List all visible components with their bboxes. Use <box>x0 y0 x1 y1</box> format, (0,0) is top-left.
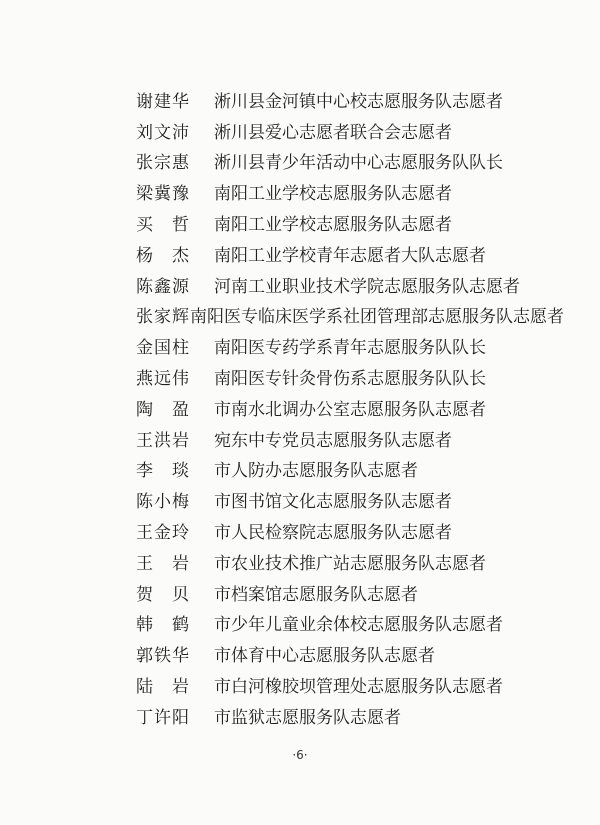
volunteer-name: 金国柱 <box>136 338 190 359</box>
volunteer-affiliation: 市人民检察院志愿服务队志愿者 <box>214 523 452 544</box>
volunteer-affiliation: 南阳工业学校青年志愿者大队志愿者 <box>214 245 486 266</box>
volunteer-affiliation: 淅川县爱心志愿者联合会志愿者 <box>214 122 452 143</box>
volunteer-affiliation: 市图书馆文化志愿服务队志愿者 <box>214 492 452 513</box>
list-item <box>136 608 556 639</box>
list-item <box>136 361 556 392</box>
list-item <box>136 577 556 608</box>
volunteer-name: 燕远伟 <box>136 369 190 390</box>
list-item <box>136 392 556 423</box>
volunteer-name: 李 琰 <box>136 461 190 482</box>
volunteer-affiliation: 市监狱志愿服务队志愿者 <box>214 707 401 728</box>
volunteer-affiliation: 南阳工业学校志愿服务队志愿者 <box>214 184 452 205</box>
list-item <box>136 238 556 269</box>
list-item <box>136 515 556 546</box>
volunteer-affiliation: 市白河橡胶坝管理处志愿服务队志愿者 <box>214 677 503 698</box>
volunteer-name: 韩 鹤 <box>136 615 190 636</box>
page-number: ·6· <box>292 748 308 762</box>
volunteer-name: 贺 贝 <box>136 584 190 605</box>
list-item <box>136 700 556 731</box>
list-item <box>136 546 556 577</box>
list-item <box>136 669 556 700</box>
volunteer-affiliation: 市南水北调办公室志愿服务队志愿者 <box>214 399 486 420</box>
volunteer-name: 张家辉 <box>136 307 190 328</box>
volunteer-affiliation: 宛东中专党员志愿服务队志愿者 <box>214 430 452 451</box>
volunteer-name: 王金玲 <box>136 523 190 544</box>
volunteer-affiliation: 南阳医专药学系青年志愿服务队队长 <box>214 338 486 359</box>
volunteer-affiliation: 南阳工业学校志愿服务队志愿者 <box>214 215 452 236</box>
volunteer-name: 陈小梅 <box>136 492 190 513</box>
volunteer-name: 刘文沛 <box>136 122 190 143</box>
volunteer-name: 郭铁华 <box>136 646 190 667</box>
volunteer-name: 陈鑫源 <box>136 276 190 297</box>
volunteer-affiliation: 市人防办志愿服务队志愿者 <box>214 461 418 482</box>
volunteer-name: 陆 岩 <box>136 677 190 698</box>
volunteer-name: 王 岩 <box>136 553 190 574</box>
volunteer-affiliation: 南阳医专针灸骨伤系志愿服务队队长 <box>214 369 486 390</box>
list-item <box>136 454 556 485</box>
list-item <box>136 638 556 669</box>
volunteer-name: 王洪岩 <box>136 430 190 451</box>
volunteer-affiliation: 市少年儿童业余体校志愿服务队志愿者 <box>214 615 503 636</box>
volunteer-name: 陶 盈 <box>136 399 190 420</box>
list-item <box>136 484 556 515</box>
volunteer-affiliation: 市体育中心志愿服务队志愿者 <box>214 646 435 667</box>
list-item <box>136 330 556 361</box>
volunteer-list <box>136 84 564 731</box>
volunteer-affiliation: 市农业技术推广站志愿服务队志愿者 <box>214 553 486 574</box>
volunteer-affiliation: 淅川县金河镇中心校志愿服务队志愿者 <box>214 91 503 112</box>
list-item <box>136 84 556 115</box>
list-item <box>136 423 556 454</box>
volunteer-name: 杨 杰 <box>136 245 190 266</box>
list-item <box>136 115 556 146</box>
volunteer-name: 梁冀豫 <box>136 184 190 205</box>
volunteer-affiliation: 淅川县青少年活动中心志愿服务队队长 <box>214 153 503 174</box>
list-item <box>136 207 556 238</box>
volunteer-affiliation: 南阳医专临床医学系社团管理部志愿服务队志愿者 <box>190 307 564 328</box>
list-item <box>136 146 556 177</box>
volunteer-affiliation: 河南工业职业技术学院志愿服务队志愿者 <box>214 276 520 297</box>
list-item <box>136 269 556 300</box>
list-item <box>136 300 564 331</box>
volunteer-name: 丁许阳 <box>136 707 190 728</box>
list-item <box>136 176 556 207</box>
volunteer-name: 买 哲 <box>136 215 190 236</box>
volunteer-name: 张宗惠 <box>136 153 190 174</box>
volunteer-affiliation: 市档案馆志愿服务队志愿者 <box>214 584 418 605</box>
volunteer-name: 谢建华 <box>136 91 190 112</box>
